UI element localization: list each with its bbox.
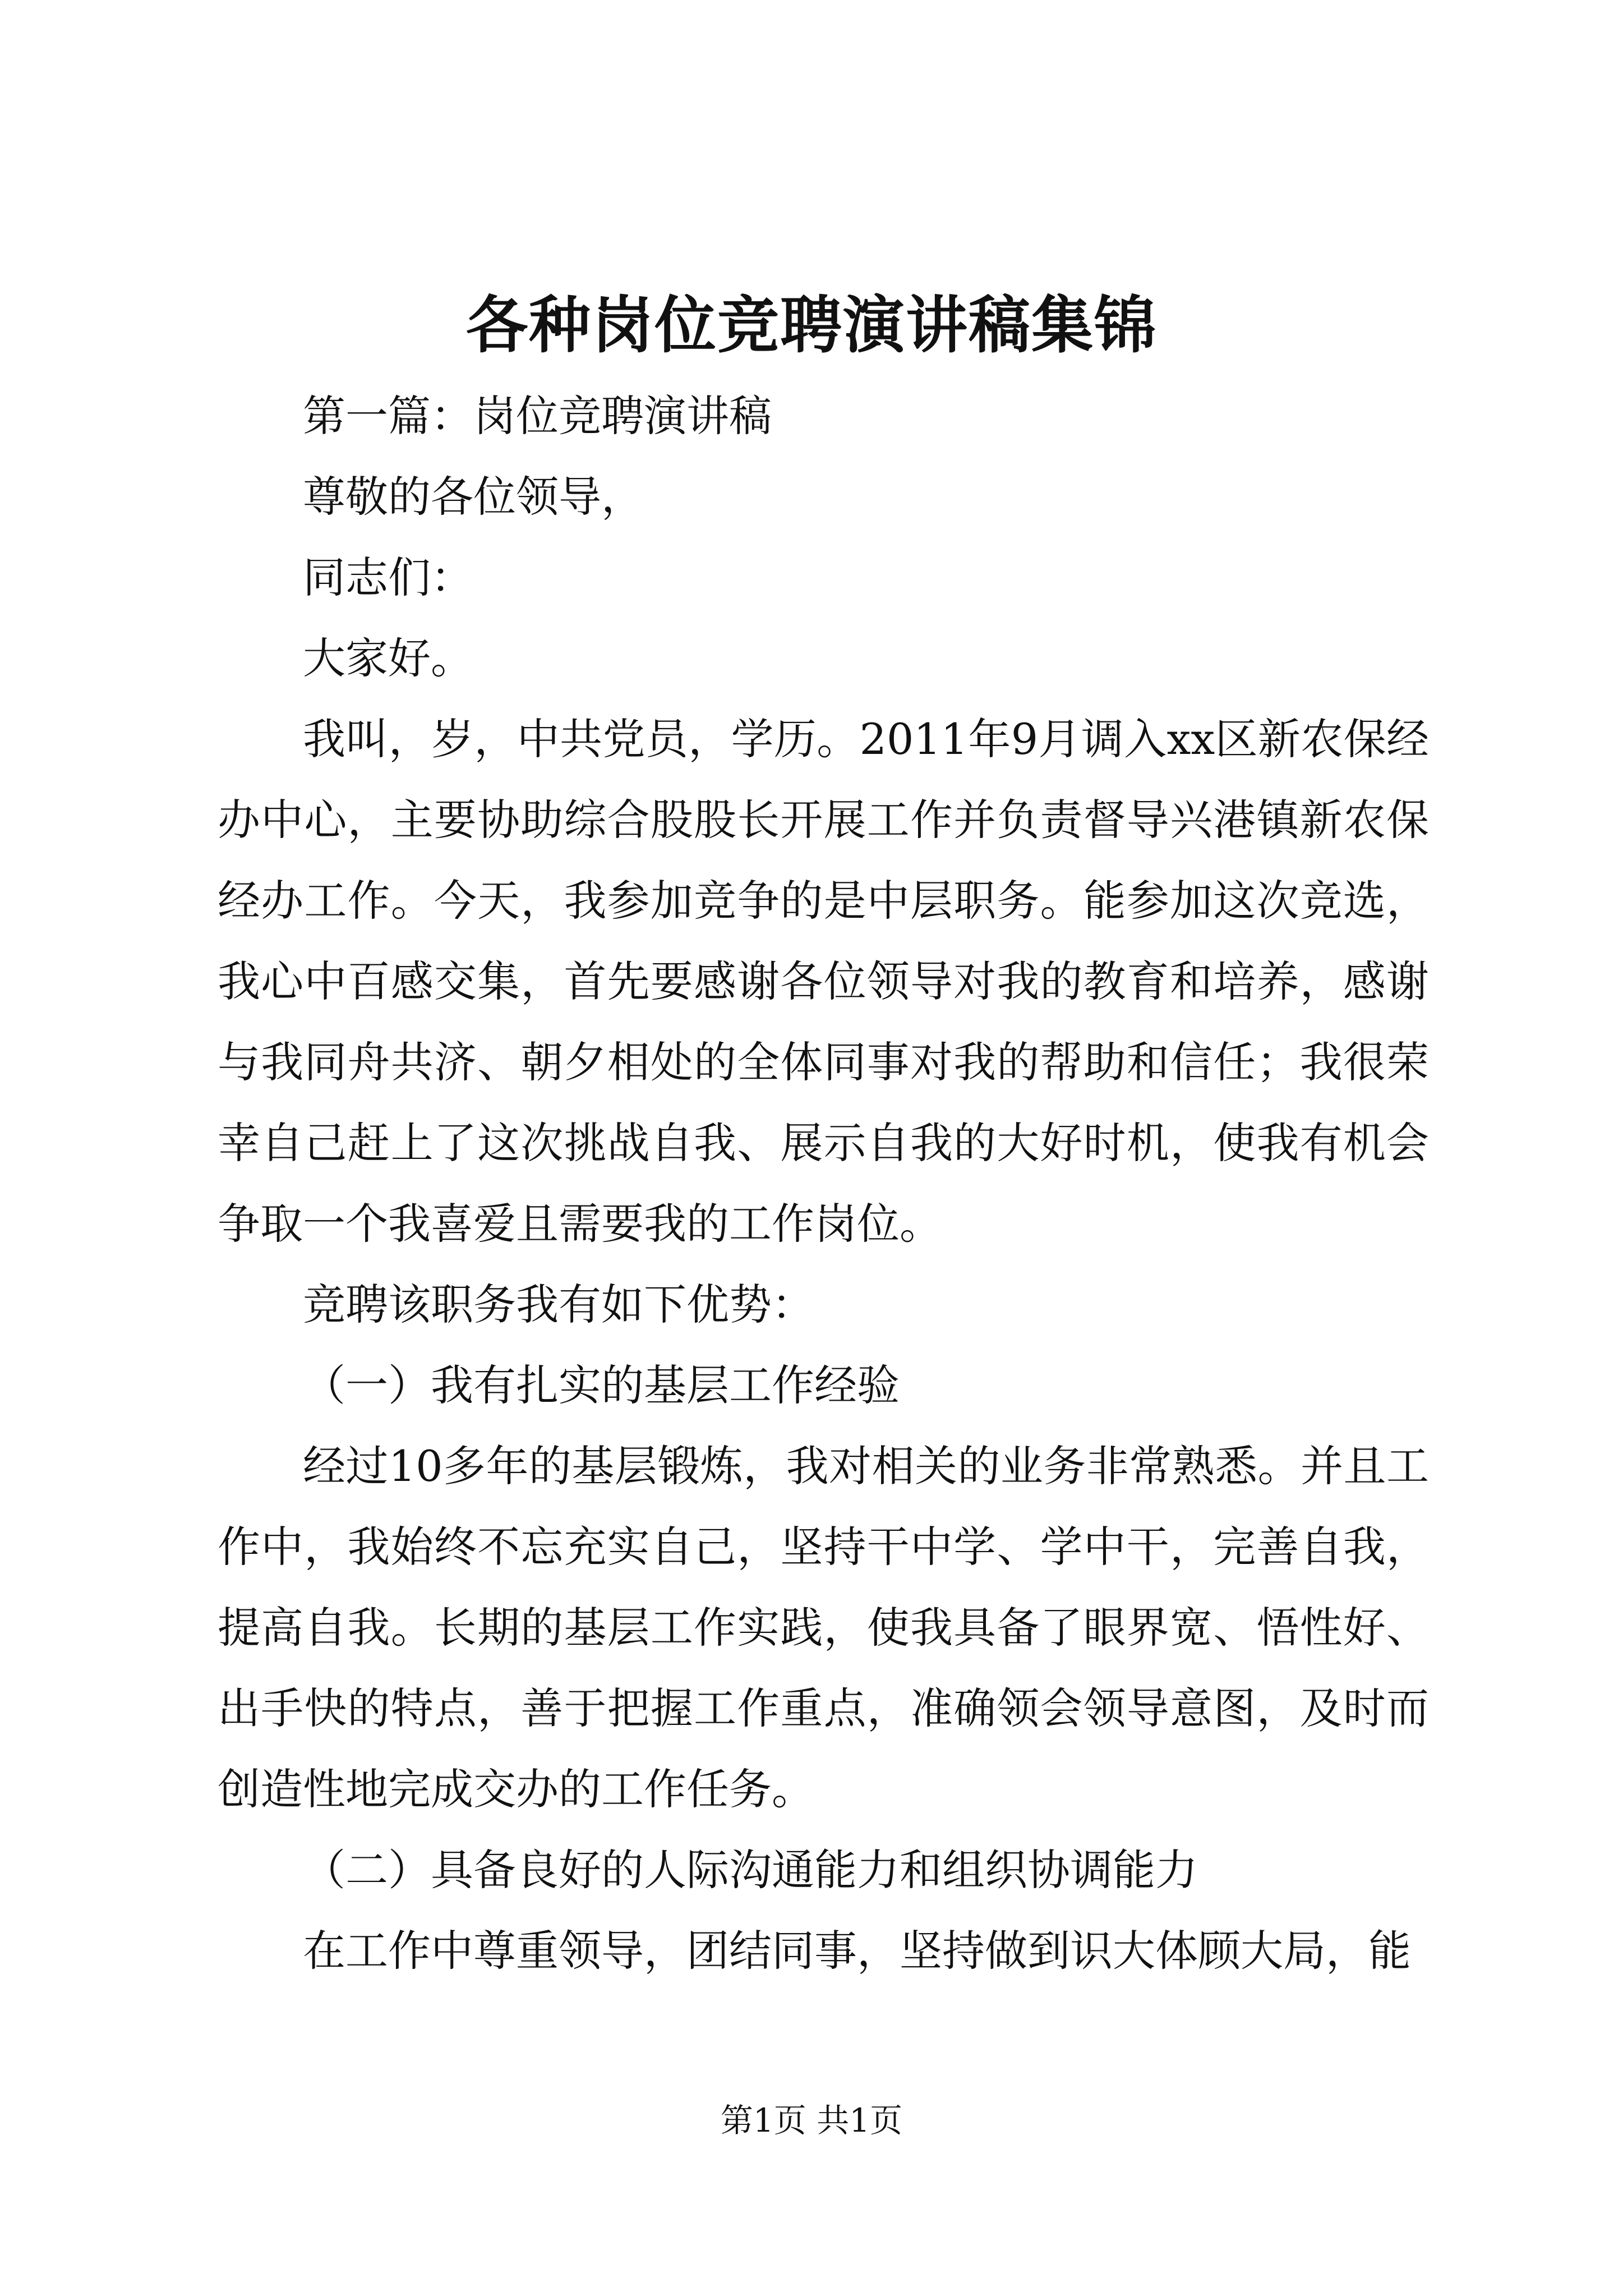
paragraph: 竞聘该职务我有如下优势： [303, 1280, 814, 1329]
paragraph: 经过10多年的基层锻炼，我对相关的业务非常熟悉。并且工作中，我始终不忘充实自己，坚持干中学、学中干，完善自我，提高自我。长期的基层工作实践，使我具备了眼界宽、悟性好、出手快的特点，善于把握工作重点，准确领会领导意图，及时而创造性地完成交办的工作任务。 [218, 1441, 1429, 1814]
subheading: （二）具备良好的人际沟通能力和组织协调能力 [303, 1845, 1198, 1895]
paragraph: 在工作中尊重领导，团结同事，坚持做到识大体顾大局，能 [303, 1926, 1411, 1976]
page-footer: 第1页 共1页 [720, 2101, 903, 2139]
salutation: 同志们： [303, 553, 473, 602]
greeting: 大家好。 [303, 633, 473, 683]
paragraph: 我叫，岁，中共党员，学历。2011年9月调入xx区新农保经办中心，主要协助综合股股长开展工作并负责督导兴港镇新农保经办工作。今天，我参加竞争的是中层职务。能参加这次竞选，我心中百感交集，首先要感谢各位领导对我的教育和培养，感谢与我同舟共济、朝夕相处的全体同事对我的帮助和信任；我很荣幸自己赶上了这次挑战自我、展示自我的大好时机，使我有机会争取一个我喜爱且需要我的工作岗位。 [218, 714, 1429, 1249]
section-heading: 第一篇：岗位竞聘演讲稿 [303, 391, 772, 441]
document-body [218, 376, 1429, 1991]
salutation: 尊敬的各位领导， [303, 472, 644, 522]
document-title: 各种岗位竞聘演讲稿集锦 [466, 289, 1157, 361]
subheading: （一）我有扎实的基层工作经验 [303, 1360, 900, 1410]
